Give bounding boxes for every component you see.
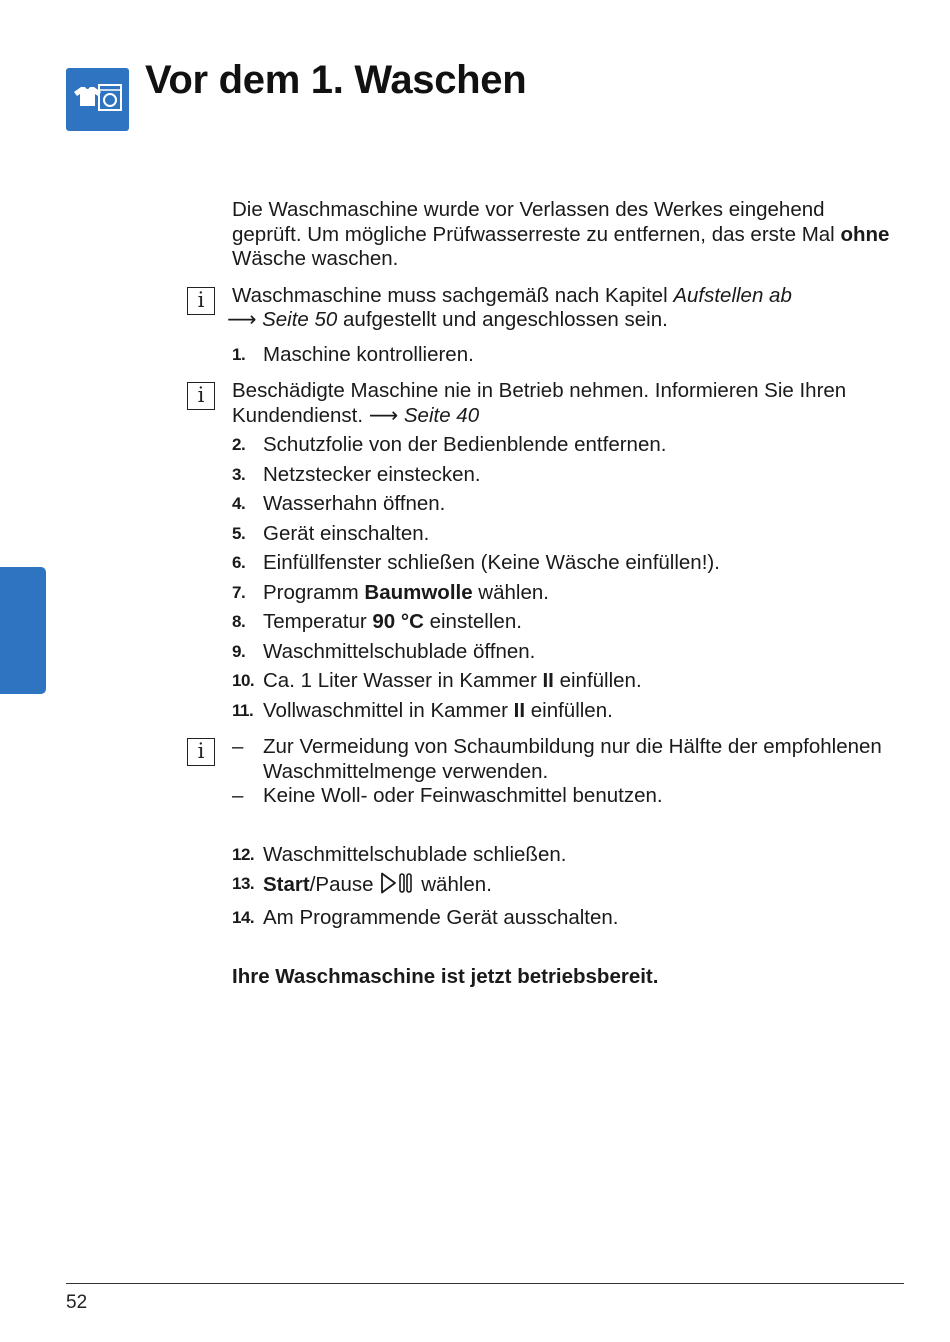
step-number: 11. (232, 700, 254, 720)
step-number: 7. (232, 582, 246, 602)
step-14 (232, 906, 897, 931)
page-number: 52 (66, 1292, 88, 1313)
bullet-text: Keine Woll- oder Feinwaschmittel benutzen. (263, 784, 663, 807)
step-8 (232, 610, 897, 635)
step-4 (232, 492, 897, 517)
note1-arrow: ⟶ (227, 308, 263, 331)
step-text: Waschmittelschublade schließen. (263, 842, 567, 866)
note-detergent (197, 735, 897, 809)
note-install (197, 283, 897, 333)
step-text-end: wählen. (415, 873, 492, 896)
step-7 (232, 581, 897, 606)
note1-text: Waschmaschine muss sachgemäß nach Kapitel (232, 283, 674, 307)
chapter-icon-washing-machine (66, 68, 129, 131)
washing-machine-shirt-icon (66, 68, 129, 131)
step-text: Programm Baumwolle wählen. (263, 580, 549, 604)
chapter-side-tab (0, 567, 46, 694)
note-bullet-item (232, 784, 897, 809)
step-5 (232, 522, 897, 547)
page-title: Vor dem 1. Waschen (145, 58, 527, 102)
step-9 (232, 640, 897, 665)
step-number: 2. (232, 435, 246, 454)
step-12 (232, 843, 897, 868)
intro-text: Die Waschmaschine wurde vor Verlassen des Werkes eingehend geprüft. Um mögliche Prüfwasserreste zu entfernen, das erste Mal (232, 198, 841, 246)
step-text: Einfüllfenster schließen (Keine Wäsche einfüllen!). (263, 551, 720, 574)
step-text: Netzstecker einstecken. (263, 462, 481, 486)
note2-text: Beschädigte Maschine nie in Betrieb nehmen. Informieren Sie Ihren Kundendienst. (232, 379, 847, 427)
step-text: Waschmittelschublade öffnen. (263, 639, 536, 663)
note-bullet-item (232, 735, 897, 784)
step-10 (232, 669, 897, 694)
intro-paragraph (232, 198, 897, 272)
note1-text-end: aufgestellt und angeschlossen sein. (337, 308, 668, 331)
step-text: Am Programmende Gerät ausschalten. (263, 905, 619, 929)
step-number: 1. (232, 344, 246, 364)
step-text: Ca. 1 Liter Wasser in Kammer II einfüllen. (263, 669, 642, 692)
info-icon: i (187, 287, 215, 315)
intro-bold: ohne (840, 222, 890, 246)
start-label: Start (263, 873, 310, 896)
step-text: Gerät einschalten. (263, 521, 430, 545)
bullet-dash: – (232, 735, 244, 758)
step-2 (232, 433, 897, 458)
step-number: 9. (232, 641, 246, 661)
step-3 (232, 463, 897, 488)
pause-label: /Pause (309, 873, 374, 896)
step-6 (232, 551, 897, 576)
step-number: 6. (232, 553, 246, 572)
bullet-dash: – (232, 784, 244, 807)
step-number: 4. (232, 494, 246, 513)
step-text: Maschine kontrollieren. (263, 342, 474, 366)
instructions-content (197, 198, 897, 990)
step-number: 14. (232, 907, 255, 927)
step-13 (232, 872, 897, 901)
info-icon: i (187, 738, 215, 766)
footer-divider (66, 1283, 904, 1284)
step-number: 3. (232, 464, 246, 484)
note2-arrow: ⟶ (368, 403, 404, 427)
note1-page-ref: Seite 50 (262, 308, 338, 331)
info-icon: i (187, 382, 215, 410)
step-number: 5. (232, 523, 246, 543)
note1-italic-chapter: Aufstellen ab (673, 283, 792, 307)
step-1 (232, 343, 897, 368)
step-text: Vollwaschmittel in Kammer II einfüllen. (263, 698, 613, 722)
step-number: 13. (232, 874, 255, 893)
step-11 (232, 699, 897, 724)
step-text: Temperatur 90 °C einstellen. (263, 610, 522, 633)
step-number: 12. (232, 844, 255, 864)
step-number: 8. (232, 612, 246, 631)
steps-list (232, 433, 897, 723)
step-number: 10. (232, 671, 255, 690)
ready-statement: Ihre Waschmaschine ist jetzt betriebsbereit. (232, 965, 659, 988)
play-pause-icon (380, 872, 414, 901)
step-text (263, 872, 492, 901)
note2-page-ref: Seite 40 (403, 403, 480, 427)
step-text: Wasserhahn öffnen. (263, 492, 446, 515)
note-damaged (197, 379, 897, 428)
step-text: Schutzfolie von der Bedienblende entfernen. (263, 433, 667, 456)
intro-text-end: Wäsche waschen. (232, 247, 399, 270)
bullet-text: Zur Vermeidung von Schaumbildung nur die Hälfte der empfohlenen Waschmittelmenge verwenden. (263, 735, 882, 783)
